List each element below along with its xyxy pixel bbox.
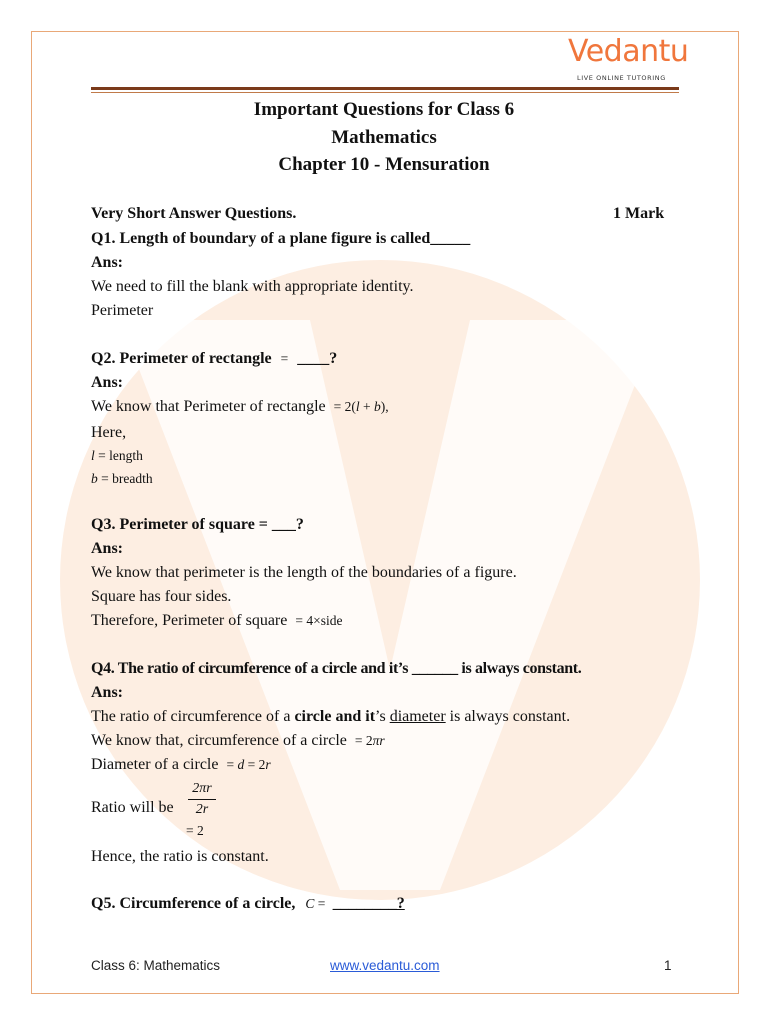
q2-l-text: = length <box>94 448 143 463</box>
q3-ans-label: Ans: <box>91 540 124 557</box>
q4-line1-text: The ratio of circumference of a <box>91 708 295 725</box>
q3-line1: We know that perimeter is the length of the boundaries of a figure. <box>91 564 517 581</box>
q2-b-var: b <box>91 471 98 486</box>
q2-formula-end: ), <box>380 399 389 414</box>
q3-question: Q3. Perimeter of square = ___? <box>91 516 304 533</box>
q4-line3-math-r: r <box>265 757 271 772</box>
q4-ans-label: Ans: <box>91 684 124 701</box>
q1-question: Q1. Length of boundary of a plane figure is called_____ <box>91 230 471 247</box>
q2-l-def <box>91 446 143 466</box>
q3-formula: = 4×side <box>295 613 343 628</box>
header-rule-thin <box>91 92 679 93</box>
doc-subject: Mathematics <box>331 127 437 148</box>
q2-formula-plus: + <box>359 399 374 414</box>
q4-line2-formula <box>355 733 385 748</box>
q4-line2 <box>91 731 385 751</box>
q4-conclusion: Hence, the ratio is constant. <box>91 848 269 865</box>
q4-line2-math-a: = 2 <box>354 733 373 748</box>
q5-blank: ________? <box>332 895 405 912</box>
q4-ratio-fraction <box>188 780 216 819</box>
logo-tagline: LIVE ONLINE TUTORING <box>577 74 666 82</box>
section-title: Very Short Answer Questions. <box>91 205 297 222</box>
logo-wordmark: Vedantu <box>568 34 689 69</box>
footer-page-number: 1 <box>664 958 672 973</box>
q2-formula <box>334 399 389 414</box>
q2-l-var: l <box>91 448 95 463</box>
q1-ans-label: Ans: <box>91 254 124 271</box>
q4-question: Q4. The ratio of circumference of a circle and it’s ______ is always constant. <box>91 660 582 677</box>
header-rule <box>91 87 679 90</box>
q2-blank: ____? <box>297 350 338 367</box>
q5-equals: = <box>314 896 329 911</box>
q4-line3-math-a: = <box>226 757 238 772</box>
q4-line3 <box>91 755 271 775</box>
q1-answer-line: We need to fill the blank with appropriate identity. <box>91 278 414 295</box>
section-marks: 1 Mark <box>613 205 665 222</box>
q5-var: C <box>305 896 315 911</box>
q4-line3-text: Diameter of a circle <box>91 756 219 773</box>
q4-frac-numerator: 2πr <box>192 781 212 796</box>
q4-ratio-label: Ratio will be <box>91 799 174 816</box>
doc-chapter: Chapter 10 - Mensuration <box>278 154 490 175</box>
q4-line1-end: is always constant. <box>445 708 571 725</box>
q5-question-row <box>91 894 405 914</box>
q2-formula-b: b <box>374 399 381 414</box>
q2-here: Here, <box>91 424 127 441</box>
q4-diameter-underlined: diameter <box>389 708 446 725</box>
q2-formula-part: = 2( <box>333 399 356 414</box>
q1-answer: Perimeter <box>91 302 154 319</box>
q4-line3-formula <box>226 757 270 772</box>
q4-line1-apos: ’s <box>375 708 390 725</box>
q2-question-row <box>91 349 337 369</box>
q2-formula-text: We know that Perimeter of rectangle <box>91 398 326 415</box>
q2-formula-row <box>91 397 389 417</box>
q4-frac-bar <box>188 799 216 800</box>
footer-left: Class 6: Mathematics <box>91 958 221 973</box>
q2-question: Q2. Perimeter of rectangle <box>91 350 272 367</box>
doc-title: Important Questions for Class 6 <box>253 99 515 120</box>
q3-formula-row <box>91 611 342 631</box>
q4-ratio-result: = 2 <box>186 823 204 838</box>
q4-line2-text: We know that, circumference of a circle <box>91 732 347 749</box>
q4-line1 <box>91 707 570 727</box>
q4-line3-math-c: = 2 <box>244 757 266 772</box>
vedantu-logo <box>568 34 689 86</box>
q4-line1-bold: circle and it <box>294 708 376 725</box>
q2-b-text: = breadth <box>97 471 153 486</box>
q3-formula-text: Therefore, Perimeter of square <box>91 612 288 629</box>
footer-website-link[interactable]: www.vedantu.com <box>330 958 440 973</box>
q5-question: Q5. Circumference of a circle, <box>91 895 296 912</box>
q2-formula-l: l <box>355 399 360 414</box>
q4-frac-denominator: 2r <box>195 802 209 817</box>
q4-line3-math-d: d <box>237 757 245 772</box>
q5-formula <box>305 896 328 911</box>
q2-b-def <box>91 469 153 489</box>
q2-ans-label: Ans: <box>91 374 124 391</box>
q2-equals: = <box>280 351 289 366</box>
q3-line2: Square has four sides. <box>91 588 232 605</box>
q4-line2-math-b: πr <box>372 733 385 748</box>
